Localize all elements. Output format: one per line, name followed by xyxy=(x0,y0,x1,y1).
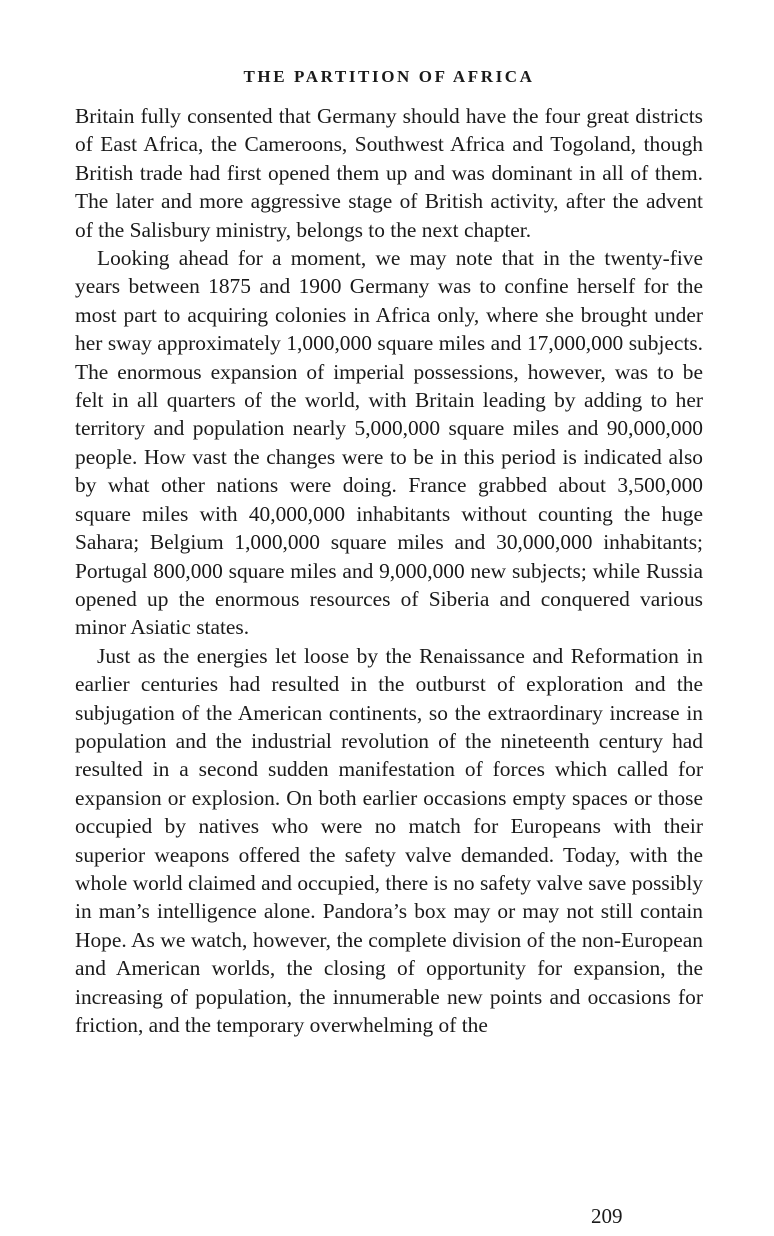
paragraph-1: Britain fully consented that Germany should have the four great districts of East Africa, the Cameroons, Southwest Africa and Togoland, though British trade had first opened them up and was dominant in all of them. The later and more aggressive stage of British activity, after the advent of the Salisbury ministry, belongs to the next chapter. xyxy=(75,104,703,242)
page-body xyxy=(75,62,703,1039)
paragraph-3: Just as the energies let loose by the Renaissance and Reformation in earlier centuries had resulted in the outburst of exploration and the subjugation of the American continents, so the extraordinary increase in population and the industrial revolution of the nineteenth century had resulted in a second sudden manifestation of forces which called for expansion or explosion. On both earlier occasions empty spaces or those occupied by natives who were no match for Europeans with their superior weapons offered the safety valve demanded. Today, with the whole world claimed and occupied, there is no safety valve save possibly in man’s intelligence alone. Pandora’s box may or may not still contain Hope. As we watch, however, the complete division of the non-European and American worlds, the closing of opportunity for expansion, the increasing of population, the innumerable new points and occasions for friction, and the temporary overwhelming of the xyxy=(75,643,703,1037)
running-head: THE PARTITION OF AFRICA xyxy=(243,67,535,86)
paragraph-2: Looking ahead for a moment, we may note that in the twenty-five years between 1875 and 1900 Germany was to confine herself for the most part to acquiring colonies in Africa only, where she brought under her sway approximately 1,000,000 square miles and 17,000,000 subjects. The enormous expansion of imperial possessions, however, was to be felt in all quarters of the world, with Britain leading by adding to her territory and population nearly 5,000,000 square miles and 90,000,000 people. How vast the changes were to be in this period is indicated also by what other nations were doing. France grabbed about 3,500,000 square miles with 40,000,000 inhabitants without counting the huge Sahara; Belgium 1,000,000 square miles and 30,000,000 inhabitants; Portugal 800,000 square miles and 9,000,000 new subjects; while Russia opened up the enormous resources of Siberia and conquered various minor Asiatic states. xyxy=(75,246,703,640)
page-number: 209 xyxy=(591,1204,623,1228)
